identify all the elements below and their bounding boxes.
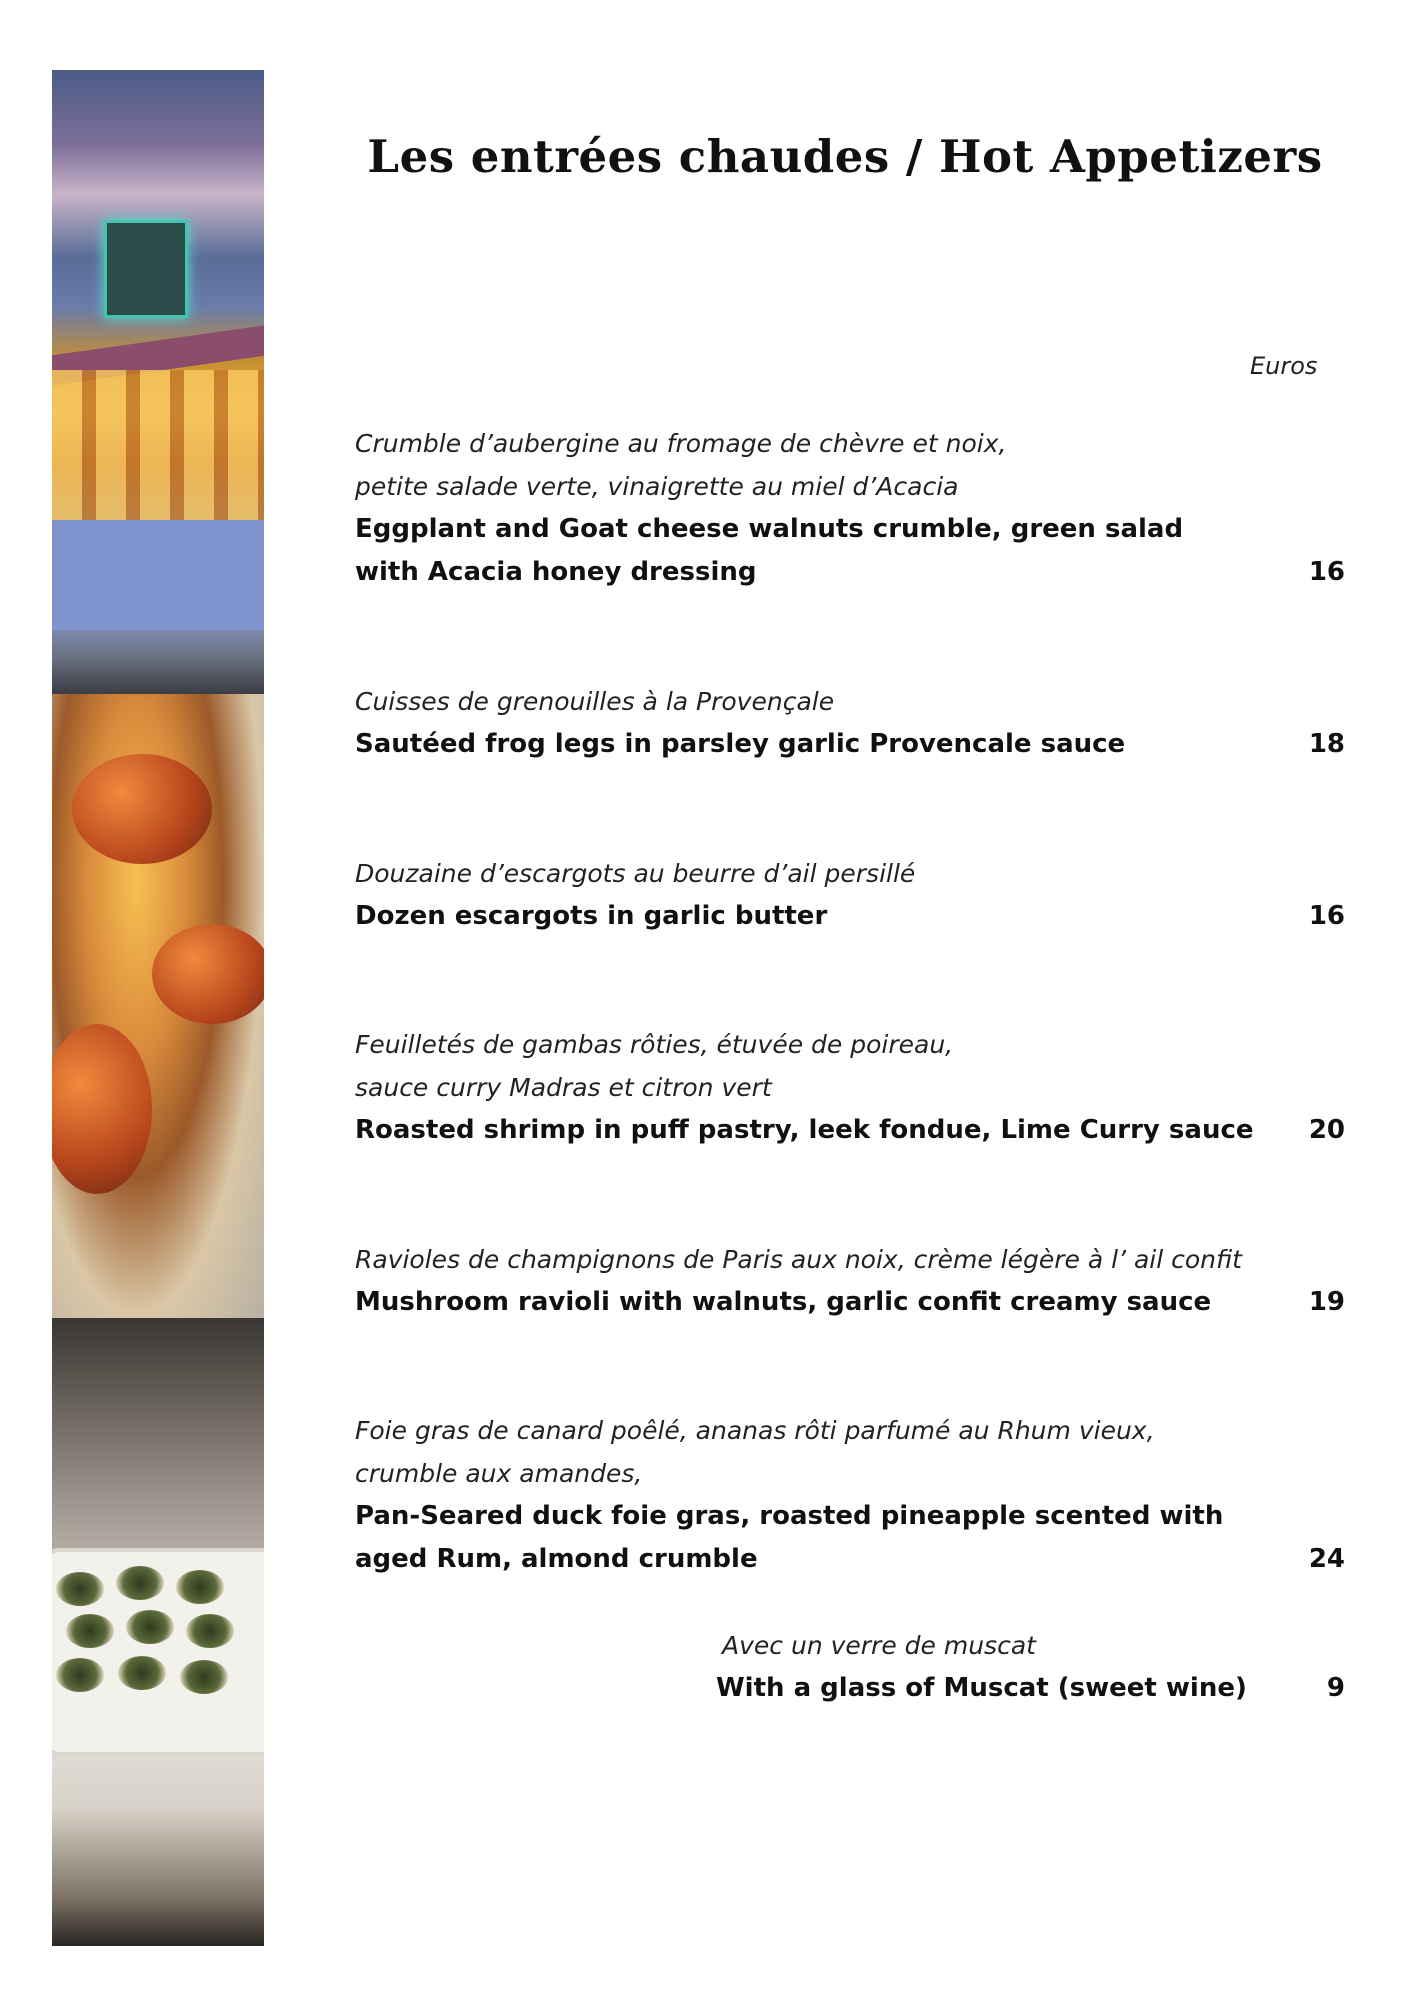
english-description: aged Rum, almond crumble [355,1544,758,1574]
snail-hole [56,1658,104,1692]
blue-wall [52,520,264,630]
french-description: Ravioles de champignons de Paris aux noix, crème légère à l’ ail confit [355,1245,1242,1274]
wine-pairing [716,1624,1355,1710]
english-description: Pan-Seared duck foie gras, roasted pineapple scented with [355,1501,1224,1531]
french-description: Cuisses de grenouilles à la Provençale [355,687,835,716]
item-price: 9 [1326,1673,1345,1703]
snail-hole [126,1610,174,1644]
snail-hole [186,1614,234,1648]
escargot-dish-photo [52,1318,264,1946]
restaurant-sign [104,220,188,318]
menu-item [355,1409,1355,1581]
menu-item [355,680,1355,766]
menu-item [355,852,1355,938]
english-description: Roasted shrimp in puff pastry, leek fondue, Lime Curry sauce [355,1115,1254,1145]
english-description: Sautéed frog legs in parsley garlic Provencale sauce [355,729,1126,759]
item-price: 19 [1308,1287,1345,1317]
french-description: Feuilletés de gambas rôties, étuvée de poireau, [355,1030,954,1059]
english-description: With a glass of Muscat (sweet wine) [716,1673,1247,1703]
restaurant-facade-photo [52,70,264,694]
escargot-plate [52,1548,264,1756]
menu-item [355,1023,1355,1152]
item-price: 16 [1308,557,1345,587]
english-description: Eggplant and Goat cheese walnuts crumble, green salad [355,514,1184,544]
french-description: Crumble d’aubergine au fromage de chèvre et noix, [355,429,1007,458]
item-price: 24 [1308,1544,1345,1574]
snail-hole [66,1614,114,1648]
snail-hole [180,1660,228,1694]
lit-porch [52,370,264,520]
page-title: Les entrées chaudes / Hot Appetizers [367,130,1323,183]
shrimp-dish-photo [52,694,264,1318]
snail-hole [176,1570,224,1604]
item-price: 16 [1308,901,1345,931]
shrimp-shape [52,1024,152,1194]
shrimp-shape [72,754,212,864]
english-description: with Acacia honey dressing [355,557,757,587]
english-description: Mushroom ravioli with walnuts, garlic confit creamy sauce [355,1287,1212,1317]
french-description: crumble aux amandes, [355,1459,643,1488]
english-description: Dozen escargots in garlic butter [355,901,828,931]
item-price: 18 [1308,729,1345,759]
french-description: petite salade verte, vinaigrette au miel d’Acacia [355,472,959,501]
item-price: 20 [1308,1115,1345,1145]
snail-hole [118,1656,166,1690]
currency-label: Euros [1250,352,1318,380]
menu-item [355,422,1355,594]
shrimp-shape [152,924,264,1024]
photo-strip [52,70,264,1946]
menu-item [355,1238,1355,1324]
snail-hole [116,1566,164,1600]
french-description: Foie gras de canard poêlé, ananas rôti parfumé au Rhum vieux, [355,1416,1155,1445]
french-description: Avec un verre de muscat [722,1631,1036,1660]
french-description: Douzaine d’escargots au beurre d’ail persillé [355,859,916,888]
snail-hole [56,1572,104,1606]
french-description: sauce curry Madras et citron vert [355,1073,772,1102]
